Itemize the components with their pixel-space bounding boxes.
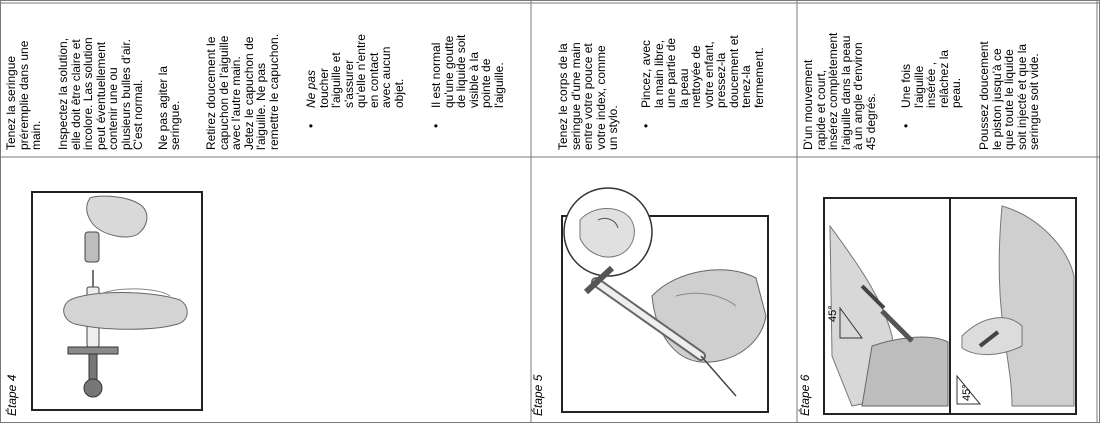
step6-col1 (802, 33, 877, 150)
text-line: avec aucun (379, 46, 393, 108)
text-line: Pincez, avec (639, 39, 653, 108)
text-line: votre enfant, (701, 41, 716, 108)
text-line: seringue. (168, 100, 182, 150)
text-line: Une fois (899, 63, 913, 108)
text-line: objet. (391, 78, 406, 108)
text-line: main. (29, 120, 43, 150)
text-line: seringue soit vide. (1027, 53, 1041, 150)
text-line: visible à la (466, 51, 481, 108)
text-line: que toute le liquide (1002, 49, 1016, 150)
text-line: Tenez la seringue (4, 55, 18, 150)
text-line: l'aiguille et (329, 52, 343, 108)
text-line: Retirez doucement le (204, 36, 218, 150)
step4-bullet1 (305, 34, 405, 108)
text-line: pressez-la (714, 52, 728, 108)
text-line: votre index, comme (593, 45, 608, 150)
text-line: peut éventuellement (93, 41, 108, 150)
step5-bullet1 (640, 35, 765, 108)
text-line: de liquide soit (454, 34, 468, 108)
text-line: Poussez doucement (977, 41, 991, 150)
text-line: remettre le capuchon. (266, 33, 281, 150)
text-line: avec l'autre main. (229, 56, 243, 150)
step4-col3 (205, 34, 280, 150)
text-line: pointe de (479, 58, 493, 108)
text-line: préremplie dans une (16, 40, 31, 150)
text-line: Il est normal (429, 42, 443, 108)
text-line: 45 degrés. (863, 93, 878, 150)
text-line: entre votre pouce et (581, 43, 595, 150)
text-line: la main libre, (651, 39, 666, 108)
text-line: l'aiguille. Ne pas (254, 62, 268, 150)
step5-illustration (556, 186, 774, 416)
text-line: s'assurer (341, 59, 356, 108)
text-line: doucement et (726, 35, 741, 108)
step4-col2 (57, 37, 182, 150)
step4-bullet2 (430, 35, 505, 108)
text-line: relâchez la (936, 49, 951, 108)
step4-illustration (30, 190, 205, 415)
text-line: l'aiguille (911, 65, 926, 108)
angle-label: 45° (827, 305, 839, 322)
text-line: elle doit être claire et (68, 39, 83, 150)
text-line: l'aiguille dans la peau (838, 35, 853, 150)
bullet-dot-icon: • (899, 123, 913, 128)
text-line: tenez-la (739, 65, 753, 108)
text-line: incolore. Las solution (81, 37, 95, 150)
text-line: nettoyée de (689, 45, 703, 108)
text-line: insérez complètement (826, 32, 840, 150)
step5-col1 (557, 42, 620, 150)
text-line: une partie de (664, 37, 678, 108)
text-line: C'est normal. (131, 79, 145, 150)
text-line: qu'une goutte (441, 35, 456, 108)
text-line: à un angle d'environ (851, 42, 865, 150)
step6-illustration (822, 196, 1078, 416)
text-line: plusieurs bulles d'air. (118, 38, 133, 150)
text-line: capuchon de l'aiguille (216, 35, 231, 150)
angle-label: 45° (961, 384, 973, 401)
text-line: soit injecté et que la (1014, 43, 1029, 150)
text-line: qu'elle n'entre (354, 34, 368, 108)
text-line: Jetez le capuchon de (241, 36, 256, 150)
text-line: un stylo. (606, 105, 620, 150)
text-line: contenir une ou (106, 67, 120, 150)
bullet-dot-icon: • (304, 123, 318, 128)
text-emphasis: Ne pas (304, 69, 318, 108)
text-line: seringue d'une main (568, 42, 583, 150)
text-line: insérée , (924, 61, 938, 108)
text-line: la peau (676, 68, 691, 108)
text-line: en contact (366, 52, 381, 108)
text-line: l'aiguille. (491, 62, 506, 108)
step-label: Étape 6 (798, 374, 812, 416)
step6-col2 (978, 41, 1041, 150)
text-line: fermement. (751, 47, 766, 108)
step-label: Étape 5 (531, 374, 545, 416)
bullet-dot-icon: • (429, 123, 443, 128)
text-line: Inspectez la solution, (56, 37, 70, 150)
step4-col1 (5, 41, 43, 150)
step6-bullet1 (900, 50, 963, 108)
text-line: le piston jusqu'à ce (989, 48, 1004, 150)
text-line: rapide et court, (813, 69, 828, 150)
step-label: Étape 4 (5, 374, 19, 416)
text-line: peau. (949, 77, 963, 108)
text-line: D'un mouvement (801, 59, 815, 150)
text-line: toucher (316, 67, 331, 108)
text-line: Tenez le corps de la (556, 43, 570, 150)
bullet-dot-icon: • (639, 123, 653, 128)
text-line: Ne pas agiter la (155, 65, 170, 150)
